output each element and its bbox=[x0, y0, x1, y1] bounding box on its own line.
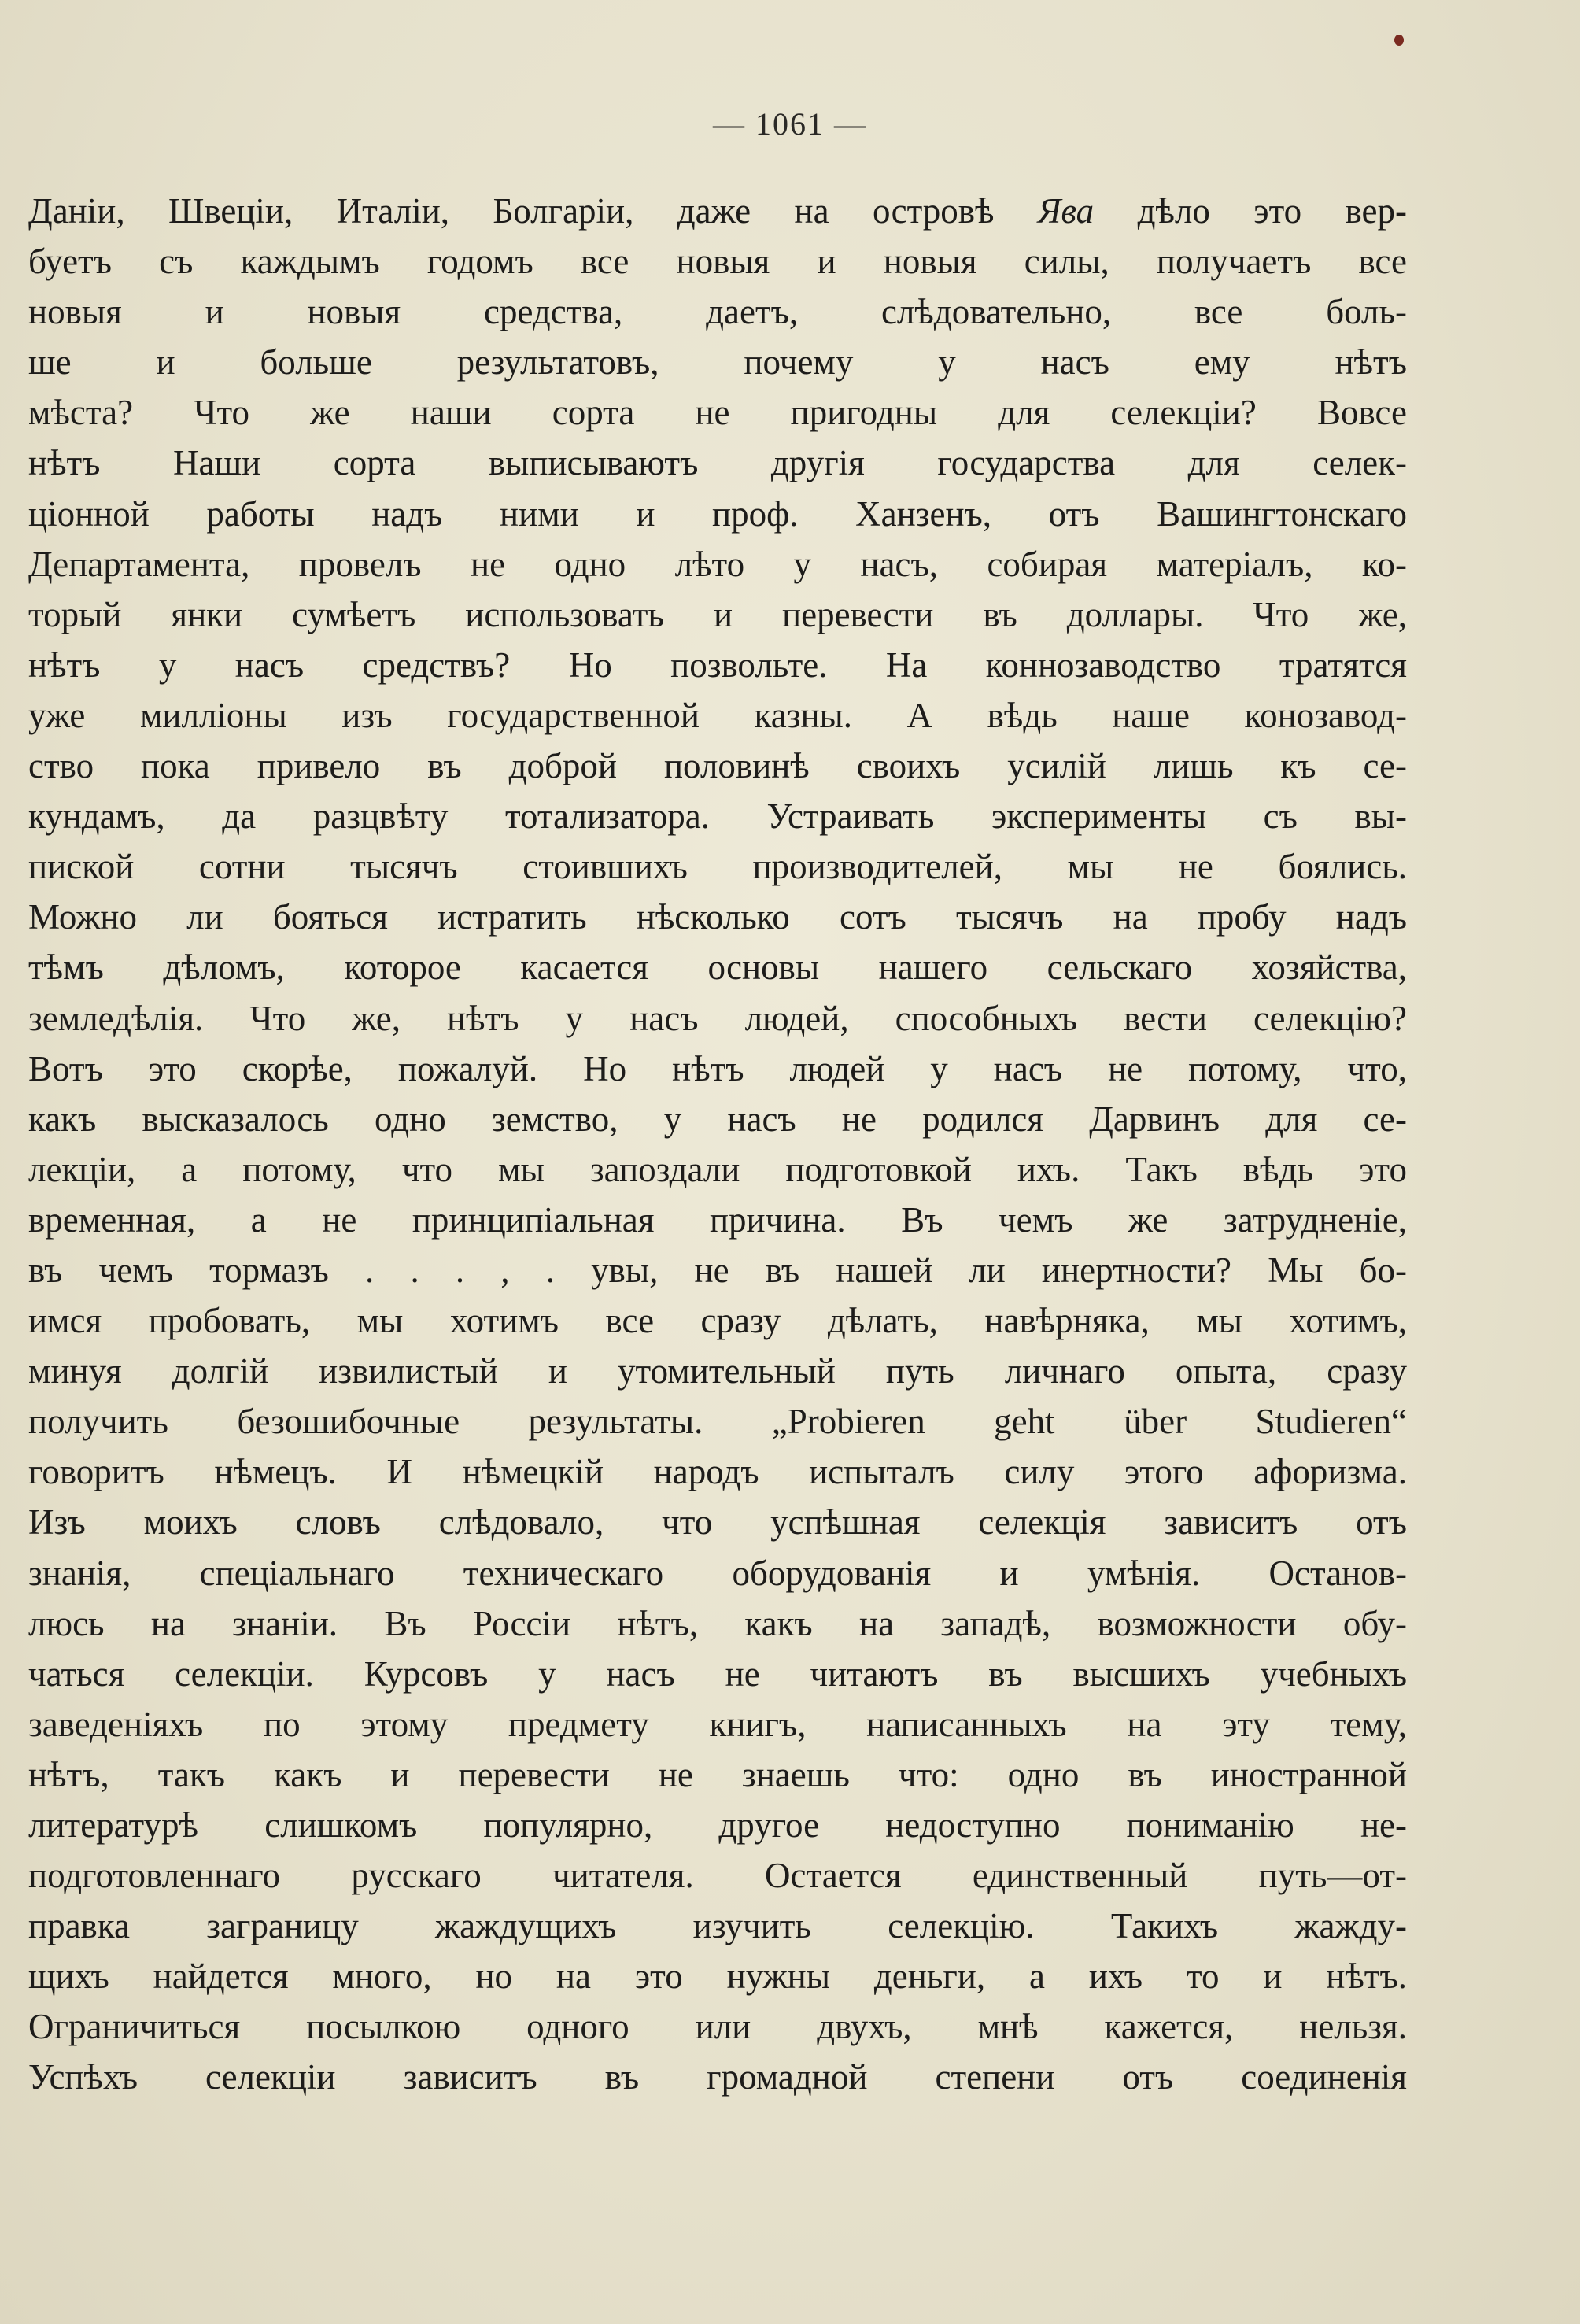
text-line: Можно ли бояться истратить нѣсколько сотъ тысячъ на пробу надъ bbox=[28, 897, 1407, 937]
text-line: литературѣ слишкомъ популярно, другое недоступно пониманію не- bbox=[28, 1805, 1407, 1845]
text-line: какъ высказалось одно земство, у насъ не родился Дарвинъ для се- bbox=[28, 1099, 1407, 1139]
text-line: Ограничиться посылкою одного или двухъ, мнѣ кажется, нельзя. bbox=[28, 2007, 1407, 2047]
page-number: — 1061 — bbox=[713, 106, 867, 142]
text-line: нѣтъ Наши сорта выписываютъ другія государства для селек- bbox=[28, 443, 1407, 483]
text-line: ціонной работы надъ ними и проф. Ханзенъ, отъ Вашингтонскаго bbox=[28, 493, 1407, 534]
text-line: земледѣлія. Что же, нѣтъ у насъ людей, способныхъ вести селекцію? bbox=[28, 998, 1407, 1038]
text-line: Департамента, провелъ не одно лѣто у насъ, собирая матеріалъ, ко- bbox=[28, 544, 1407, 584]
text-line: люсь на знаніи. Въ Россіи нѣтъ, какъ на западѣ, возможности обу- bbox=[28, 1603, 1407, 1643]
text-line: ше и больше результатовъ, почему у насъ ему нѣтъ bbox=[28, 342, 1407, 382]
text-line: ство пока привело въ доброй половинѣ своихъ усилій лишь къ се- bbox=[28, 746, 1407, 786]
text-line: пиской сотни тысячъ стоившихъ производителей, мы не боялись. bbox=[28, 847, 1407, 887]
text-line: уже милліоны изъ государственной казны. А вѣдь наше конозавод- bbox=[28, 695, 1407, 735]
text-line: подготовленнаго русскаго читателя. Остается единственный путь—от- bbox=[28, 1856, 1407, 1896]
text-line: буетъ съ каждымъ годомъ все новыя и новыя силы, получаетъ все bbox=[28, 242, 1407, 282]
text-line: кундамъ, да разцвѣту тотализатора. Устраивать эксперименты съ вы- bbox=[28, 796, 1407, 837]
text-line: говоритъ нѣмецъ. И нѣмецкій народъ испыталъ силу этого афоризма. bbox=[28, 1452, 1407, 1492]
text-line: чаться селекціи. Курсовъ у насъ не читаютъ въ высшихъ учебныхъ bbox=[28, 1653, 1407, 1694]
text-line: въ чемъ тормазъ . . . , . увы, не въ нашей ли инертности? Мы бо- bbox=[28, 1250, 1407, 1290]
ink-speck bbox=[1394, 35, 1404, 46]
text-line: Успѣхъ селекціи зависитъ въ громадной степени отъ соединенія bbox=[28, 2057, 1407, 2097]
text-line: правка заграницу жаждущихъ изучить селекцію. Такихъ жажду- bbox=[28, 1906, 1407, 1946]
text-line: щихъ найдется много, но на это нужны деньги, а ихъ то и нѣтъ. bbox=[28, 1956, 1407, 1997]
text-line: знанія, спеціальнаго техническаго оборудованія и умѣнія. Останов- bbox=[28, 1553, 1407, 1593]
text-line: заведеніяхъ по этому предмету книгъ, написанныхъ на эту тему, bbox=[28, 1704, 1407, 1744]
text-line: Даніи, Швеціи, Италіи, Болгаріи, даже на островѣ Ява дѣло это вер- bbox=[28, 191, 1407, 231]
text-line: минуя долгій извилистый и утомительный путь личнаго опыта, сразу bbox=[28, 1351, 1407, 1391]
text-line: лекціи, а потому, что мы запоздали подготовкой ихъ. Такъ вѣдь это bbox=[28, 1149, 1407, 1189]
text-line: имся пробовать, мы хотимъ все сразу дѣлать, навѣрняка, мы хотимъ, bbox=[28, 1301, 1407, 1341]
body-text bbox=[28, 186, 1407, 2103]
text-line: тѣмъ дѣломъ, которое касается основы нашего сельскаго хозяйства, bbox=[28, 948, 1407, 988]
text-line: мѣста? Что же наши сорта не пригодны для селекціи? Вовсе bbox=[28, 393, 1407, 433]
text-line: новыя и новыя средства, даетъ, слѣдовательно, все боль- bbox=[28, 292, 1407, 332]
text-line: нѣтъ у насъ средствъ? Но позвольте. На коннозаводство тратятся bbox=[28, 645, 1407, 685]
text-line: Вотъ это скорѣе, пожалуй. Но нѣтъ людей у насъ не потому, что, bbox=[28, 1048, 1407, 1088]
text-line: временная, а не принципіальная причина. Въ чемъ же затрудненіе, bbox=[28, 1199, 1407, 1240]
text-line: нѣтъ, такъ какъ и перевести не знаешь что: одно въ иностранной bbox=[28, 1754, 1407, 1794]
text-line: Изъ моихъ словъ слѣдовало, что успѣшная селекція зависитъ отъ bbox=[28, 1502, 1407, 1543]
text-line: торый янки сумѣетъ использовать и перевести въ доллары. Что же, bbox=[28, 594, 1407, 634]
text-line: получить безошибочные результаты. „Probieren geht über Studieren“ bbox=[28, 1402, 1407, 1442]
